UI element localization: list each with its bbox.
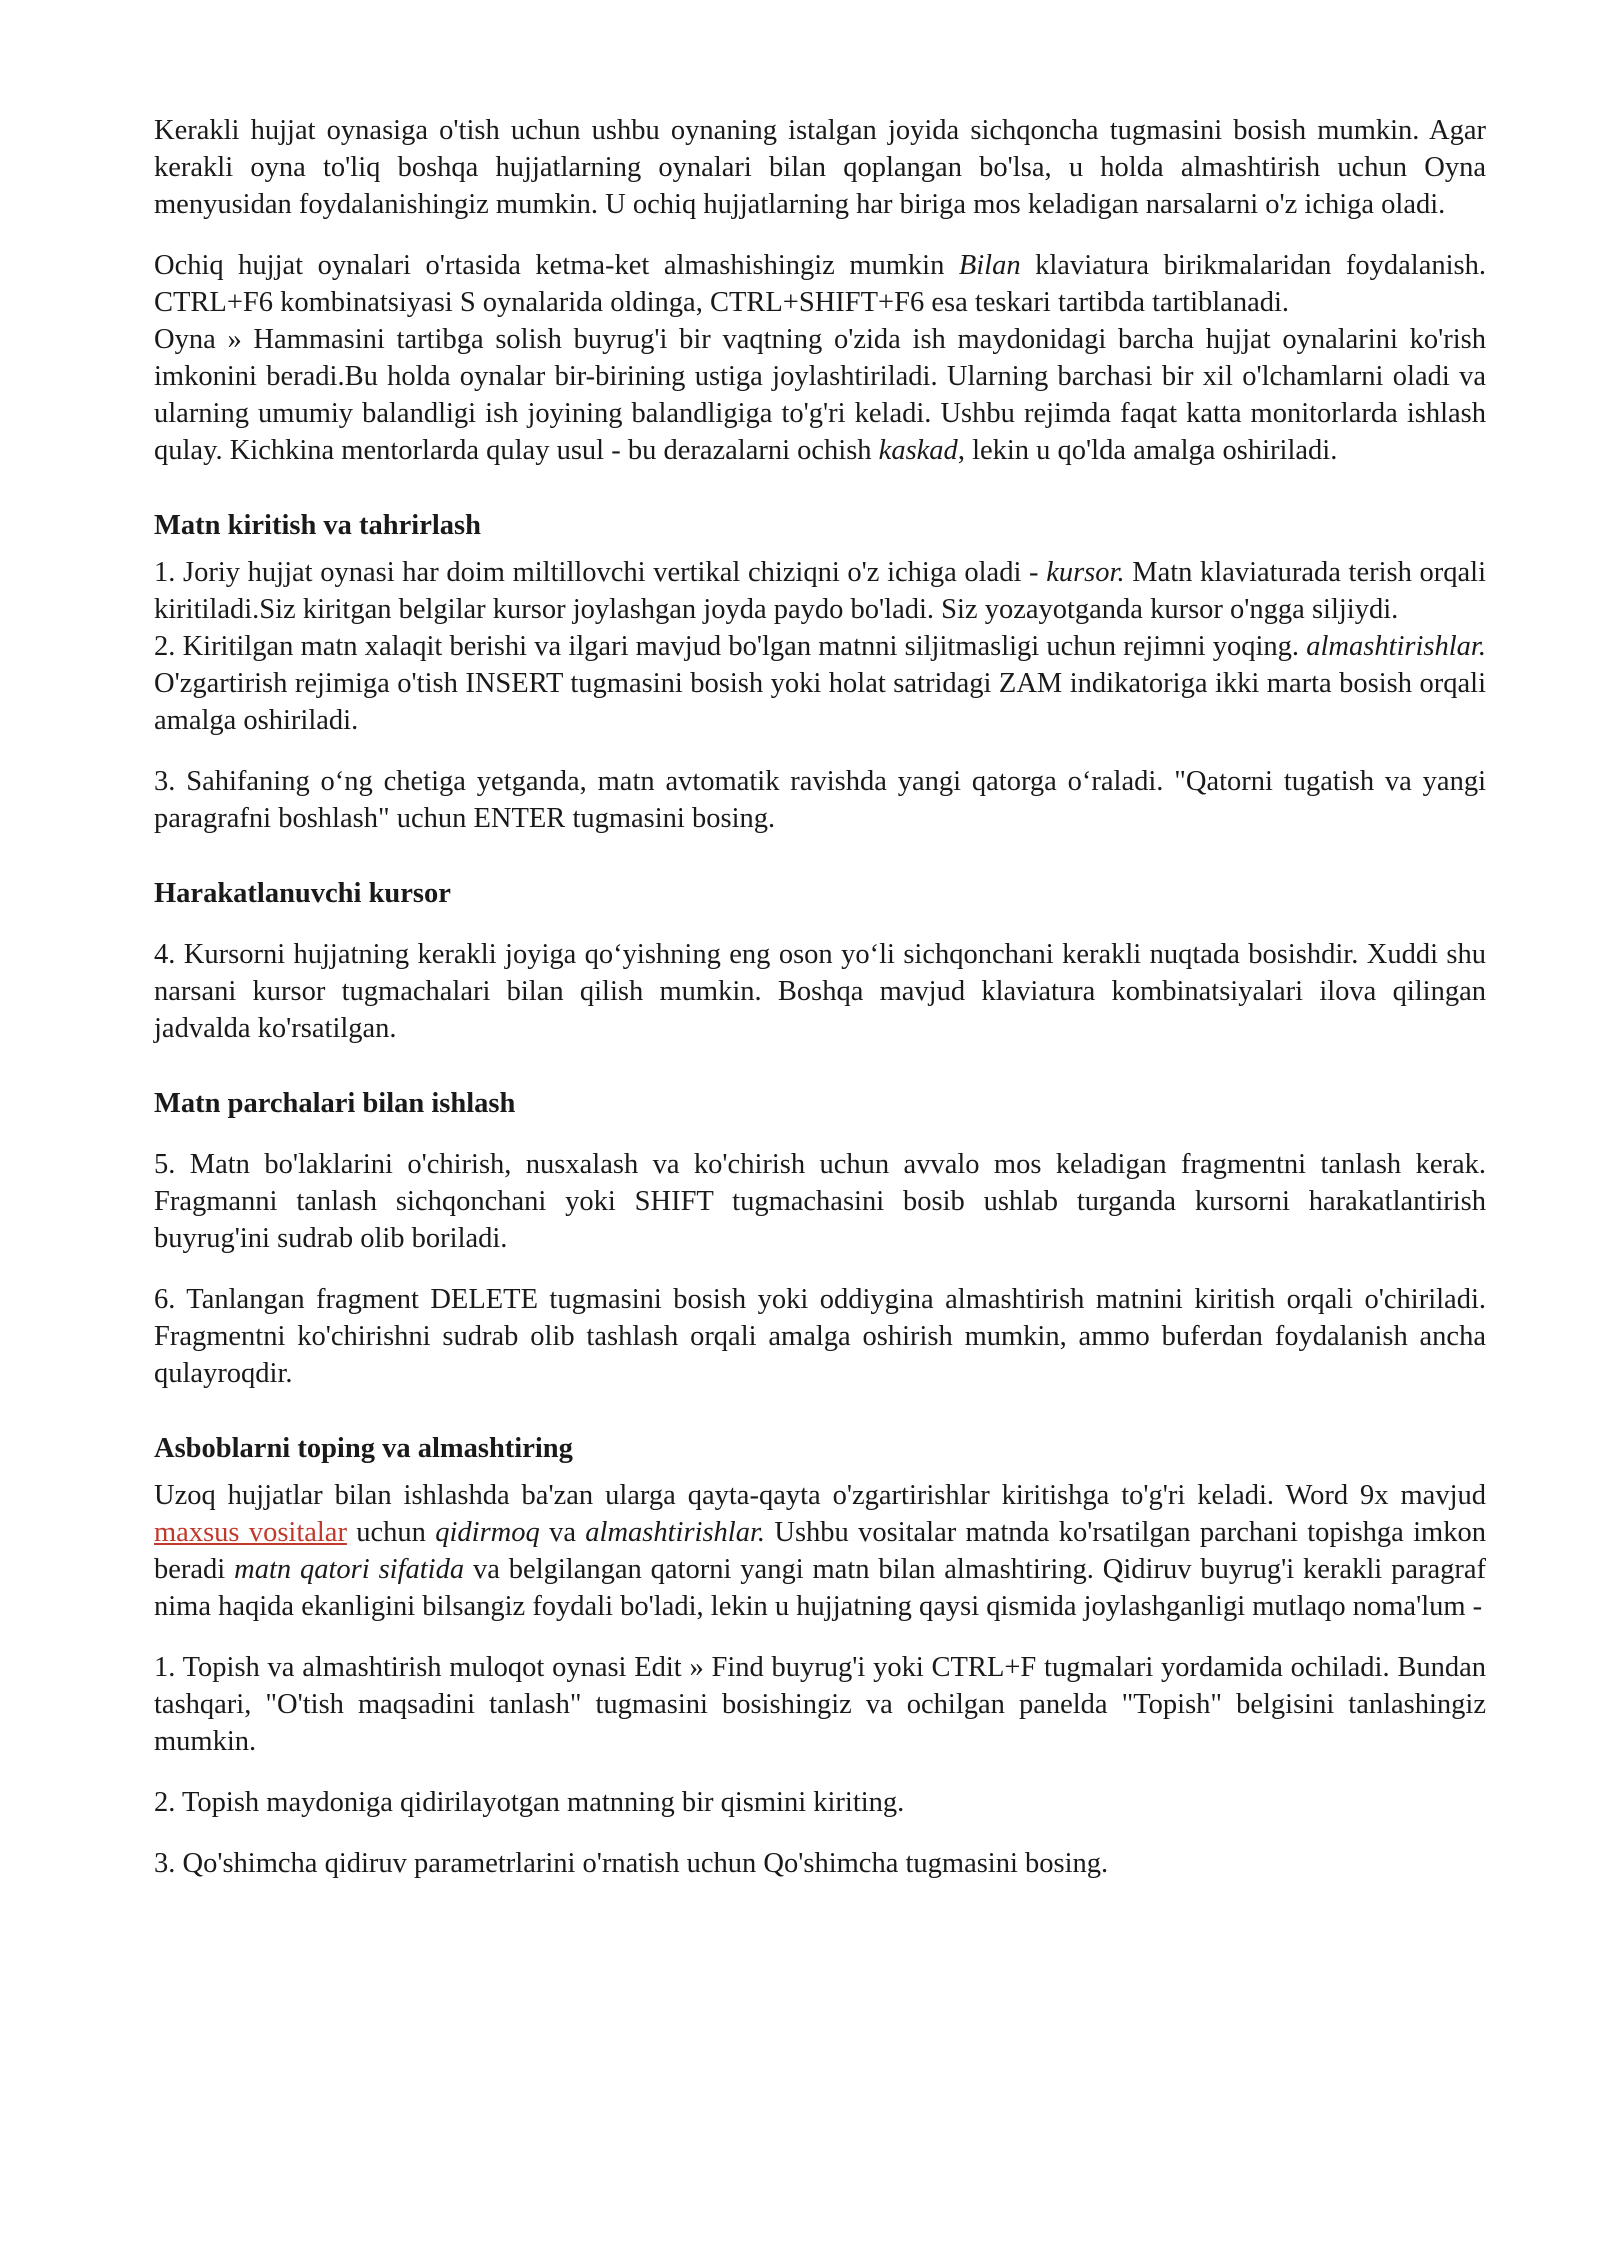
paragraph-keyboard-shortcuts [154, 247, 1486, 321]
list-item-1 [154, 554, 1486, 628]
text-run: 2. Kiritilgan matn xalaqit berishi va ilgari mavjud bo'lgan matnni siljitmasligi uchun rejimni yoqing. [154, 631, 1307, 662]
list-item-4: 4. Kursorni hujjatning kerakli joyiga qoʻyishning eng oson yoʻli sichqonchani kerakli nuqtada bosishdir. Xuddi shu narsani kursor tugmachalari bilan qilish mumkin. Boshqa mavjud klaviatura kombinatsiyalari ilova qilingan jadvalda ko'rsatilgan. [154, 939, 1486, 1044]
italic-text: kursor. [1046, 557, 1125, 588]
italic-text: qidirmoq [435, 1517, 540, 1548]
paragraph-find-replace-intro [154, 1477, 1486, 1625]
heading-find-replace: Asboblarni toping va almashtiring [154, 1433, 573, 1464]
step-2: 2. Topish maydoniga qidirilayotgan matnning bir qismini kiriting. [154, 1787, 905, 1818]
special-tools-link[interactable]: maxsus vositalar [154, 1517, 347, 1548]
italic-text: almashtirishlar. [585, 1517, 766, 1548]
text-run: va belgilangan qatorni yangi matn bilan almashtiring. Qidiruv buyrug'i kerakli paragraf nima haqida ekanligini bilsangiz foydali bo'ladi, lekin u hujjatning qaysi qismida joylashganligi mutlaqo noma'lum - [154, 1554, 1486, 1622]
text-run: , lekin u qo'lda amalga oshiriladi. [957, 435, 1338, 466]
list-item-3: 3. Sahifaning oʻng chetiga yetganda, matn avtomatik ravishda yangi qatorga oʻraladi. "Qatorni tugatish va yangi paragrafni boshlash" uchun ENTER tugmasini bosing. [154, 766, 1486, 834]
step-3: 3. Qo'shimcha qidiruv parametrlarini o'rnatish uchun Qo'shimcha tugmasini bosing. [154, 1848, 1109, 1879]
list-item-6: 6. Tanlangan fragment DELETE tugmasini bosish yoki oddiygina almashtirish matnini kiritish orqali o'chiriladi. Fragmentni ko'chirishni sudrab olib tashlash orqali amalga oshirish mumkin, ammo buferdan foydalanish ancha qulayroqdir. [154, 1284, 1486, 1389]
heading-text-input: Matn kiritish va tahrirlash [154, 510, 481, 541]
italic-text: kaskad [878, 435, 958, 466]
heading-text-fragments: Matn parchalari bilan ishlash [154, 1088, 516, 1119]
document-body [154, 112, 1486, 1882]
paragraph-window-switching: Kerakli hujjat oynasiga o'tish uchun ushbu oynaning istalgan joyida sichqoncha tugmasini bosish mumkin. Agar kerakli oyna to'liq boshqa hujjatlarning oynalari bilan qoplangan bo'lsa, u holda almashtirish uchun Oyna menyusidan foydalanishingiz mumkin. U ochiq hujjatlarning har biriga mos keladigan narsalarni o'z ichiga oladi. [154, 115, 1486, 220]
text-run: O'zgartirish rejimiga o'tish INSERT tugmasini bosish yoki holat satridagi ZAM indikatoriga ikki marta bosish orqali amalga oshiriladi. [154, 668, 1486, 736]
italic-text: matn qatori sifatida [234, 1554, 465, 1585]
paragraph-arrange-all [154, 321, 1486, 469]
text-run: Matn klaviaturada terish orqali kiritiladi.Siz kiritgan belgilar kursor joylashgan joyda paydo bo'ladi. Siz yozayotganda kursor o'ngga siljiydi. [154, 557, 1486, 625]
text-run: klaviatura birikmalaridan foydalanish. CTRL+F6 kombinatsiyasi S oynalarida oldinga, CTRL+SHIFT+F6 esa teskari tartibda tartiblanadi. [154, 250, 1486, 318]
heading-moving-cursor: Harakatlanuvchi kursor [154, 878, 451, 909]
step-1: 1. Topish va almashtirish muloqot oynasi Edit » Find buyrug'i yoki CTRL+F tugmalari yordamida ochiladi. Bundan tashqari, "O'tish maqsadini tanlash" tugmasini bosishingiz va ochilgan panelda "Topish" belgisini tanlashingiz mumkin. [154, 1652, 1486, 1757]
italic-text: almashtirishlar. [1306, 631, 1486, 662]
text-run: va [539, 1517, 586, 1548]
list-item-2 [154, 628, 1486, 739]
text-run: Uzoq hujjatlar bilan ishlashda ba'zan ularga qayta-qayta o'zgartirishlar kiritishga to'g'ri keladi. Word 9x mavjud [154, 1480, 1486, 1511]
text-run: 1. Joriy hujjat oynasi har doim miltillovchi vertikal chiziqni o'z ichiga oladi - [154, 557, 1047, 588]
text-run: Oyna » Hammasini tartibga solish buyrug'i bir vaqtning o'zida ish maydonidagi barcha hujjat oynalarini ko'rish imkonini beradi.Bu holda oynalar bir-birining ustiga joylashtiriladi. Ularning barchasi bir xil o'lchamlarni oladi va ularning umumiy balandligi ish joyining balandligiga to'g'ri keladi. Ushbu rejimda faqat katta monitorlarda ishlash qulay. Kichkina mentorlarda qulay usul - bu derazalarni ochish [154, 324, 1486, 466]
list-item-5: 5. Matn bo'laklarini o'chirish, nusxalash va ko'chirish uchun avvalo mos keladigan fragmentni tanlash kerak. Fragmanni tanlash sichqonchani yoki SHIFT tugmachasini bosib ushlab turganda kursorni harakatlantirish buyrug'ini sudrab olib boriladi. [154, 1149, 1486, 1254]
text-run: uchun [346, 1517, 436, 1548]
text-run: Ochiq hujjat oynalari o'rtasida ketma-ket almashishingiz mumkin [154, 250, 959, 281]
text-run: Ushbu vositalar matnda ko'rsatilgan parchani topishga imkon beradi [154, 1517, 1486, 1585]
italic-text: Bilan [958, 250, 1021, 281]
